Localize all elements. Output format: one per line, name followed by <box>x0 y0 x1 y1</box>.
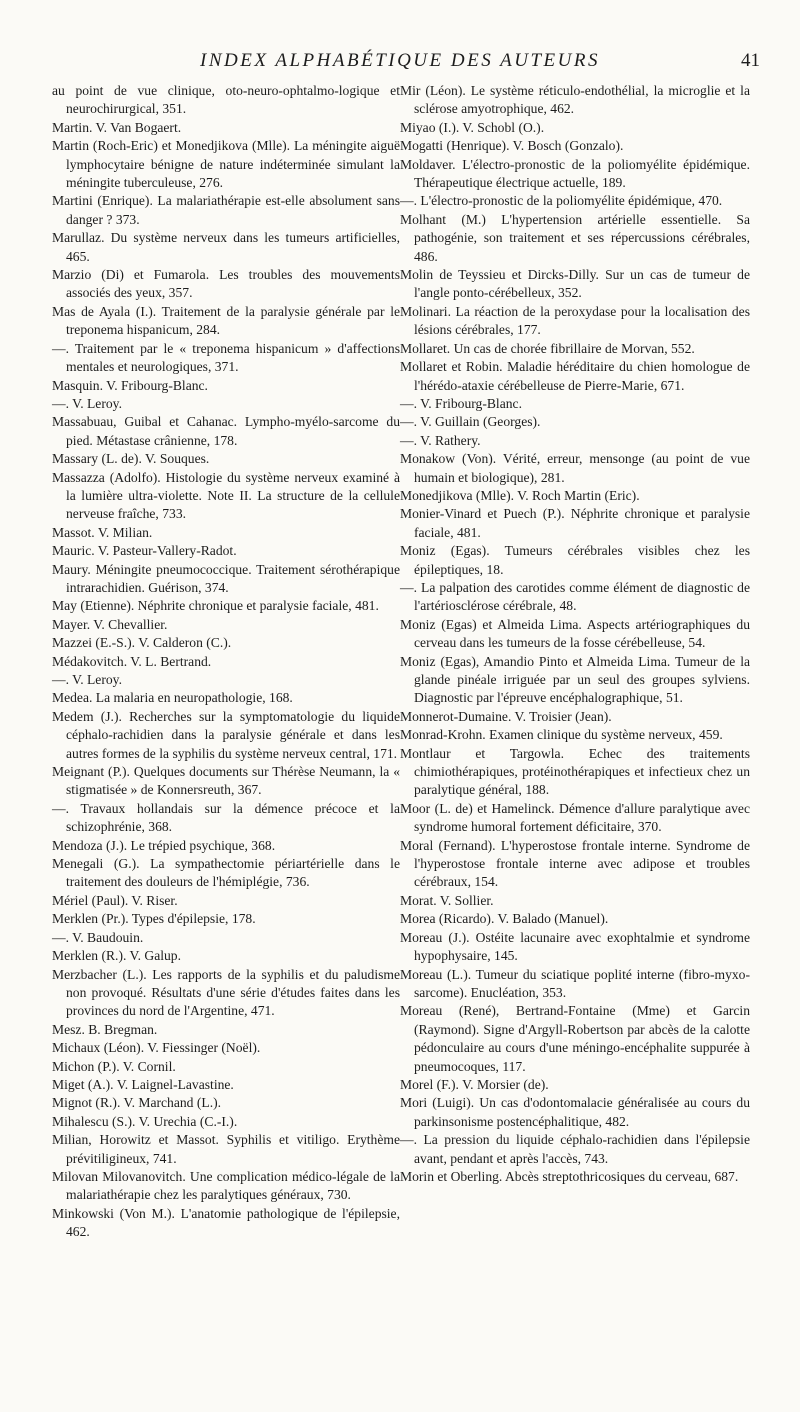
index-entry: Moniz (Egas). Tumeurs cérébrales visibles chez les épileptiques, 18. <box>400 543 750 577</box>
index-entry: Massary (L. de). V. Souques. <box>52 451 210 467</box>
index-entry: au point de vue clinique, oto-neuro-ophtalmo-logique et neurochirurgical, 351. <box>52 83 400 117</box>
index-entry: Martin (Roch-Eric) et Monedjikova (Mlle). La méningite aiguë lymphocytaire bénigne de nature indéterminée simulant la méningite tuberculeuse, 276. <box>52 138 400 191</box>
index-entry: Miyao (I.). V. Schobl (O.). <box>400 119 545 135</box>
index-entry: Mas de Ayala (I.). Traitement de la paralysie générale par le treponema hispanicum, 284. <box>52 303 400 338</box>
index-entry: Monnerot-Dumaine. V. Troisier (Jean). <box>400 708 612 724</box>
index-entry: Michaux (Léon). V. Fiessinger (Noël). <box>52 1040 261 1056</box>
right-column <box>400 82 750 1186</box>
index-entry: —. V. Baudouin. <box>52 929 144 945</box>
index-entry: Moniz (Egas) et Almeida Lima. Aspects artériographiques du cerveau dans les tumeurs de la fosse cérébelleuse, 54. <box>400 616 750 651</box>
index-entry: Monrad-Krohn. Examen clinique du système nerveux, 459. <box>400 727 723 743</box>
index-entry: Moreau (René), Bertrand-Fontaine (Mme) et Garcin (Raymond). Signe d'Argyll-Robertson par abcès de la calotte pédonculaire au cours d'une méningo-encéphalite suppurée à pneumocoques, 117. <box>400 1003 750 1074</box>
index-entry: Monier-Vinard et Puech (P.). Néphrite chronique et paralysie faciale, 481. <box>400 506 750 540</box>
page-number: 41 <box>741 50 760 71</box>
index-entry: —. La pression du liquide céphalo-rachidien dans l'épilepsie avant, pendant et après l'accès, 743. <box>400 1132 750 1166</box>
index-entry: Mir (Léon). Le système réticulo-endothélial, la microglie et la sclérose amyotrophique, 462. <box>400 83 750 117</box>
index-entry: Martini (Enrique). La malariathérapie est-elle absolument sans danger ? 373. <box>52 193 400 227</box>
index-entry: Mignot (R.). V. Marchand (L.). <box>52 1095 222 1111</box>
index-entry: Mériel (Paul). V. Riser. <box>52 892 178 908</box>
index-entry: Moniz (Egas), Amandio Pinto et Almeida Lima. Tumeur de la glande pinéale irriguée par un seul des groupes sylviens. Diagnostic par l'épreuve encéphalographique, 51. <box>400 653 750 706</box>
index-entry: Moor (L. de) et Hamelinck. Démence d'allure paralytique avec syndrome humoral fortement déficitaire, 370. <box>400 800 750 835</box>
index-entry: Martin. V. Van Bogaert. <box>52 119 182 135</box>
index-entry: Masquin. V. Fribourg-Blanc. <box>52 377 208 393</box>
index-entry: May (Etienne). Néphrite chronique et paralysie faciale, 481. <box>52 598 379 614</box>
index-entry: Milian, Horowitz et Massot. Syphilis et vitiligo. Erythème prévitiligineux, 741. <box>52 1132 400 1166</box>
index-entry: Montlaur et Targowla. Echec des traitements chimiothérapiques, protéinothérapiques et infectieux chez un paralytique général, 188. <box>400 745 750 798</box>
index-entry: Morat. V. Sollier. <box>400 892 494 908</box>
index-entry: Meignant (P.). Quelques documents sur Thérèse Neumann, la « stigmatisée » de Konnersreuth, 367. <box>52 764 400 798</box>
index-entry: Mollaret et Robin. Maladie héréditaire du chien homologue de l'hérédo-ataxie cérébelleuse de Pierre-Marie, 671. <box>400 359 750 393</box>
index-entry: Mori (Luigi). Un cas d'odontomalacie généralisée au cours du parkinsonisme postencéphalitique, 482. <box>400 1095 750 1129</box>
index-entry: Miget (A.). V. Laignel-Lavastine. <box>52 1076 234 1092</box>
index-entry: Michon (P.). V. Cornil. <box>52 1058 176 1074</box>
index-entry: Massabuau, Guibal et Cahanac. Lympho-myélo-sarcome du pied. Métastase crânienne, 178. <box>52 414 400 448</box>
index-entry: —. Traitement par le « treponema hispanicum » d'affections mentales et neurologiques, 371. <box>52 340 400 375</box>
index-entry: —. V. Fribourg-Blanc. <box>400 395 522 411</box>
index-entry: —. V. Guillain (Georges). <box>400 414 541 430</box>
index-entry: Monakow (Von). Vérité, erreur, mensonge (au point de vue humain et biologique), 281. <box>400 451 750 485</box>
index-entry: Molinari. La réaction de la peroxydase pour la localisation des lésions cérébrales, 177. <box>400 303 750 338</box>
index-entry: —. Travaux hollandais sur la démence précoce et la schizophrénie, 368. <box>52 800 400 835</box>
index-entry: Merklen (Pr.). Types d'épilepsie, 178. <box>52 911 256 927</box>
index-entry: Massot. V. Milian. <box>52 524 153 540</box>
index-entry: Moreau (L.). Tumeur du sciatique poplité interne (fibro-myxo-sarcome). Enucléation, 353. <box>400 966 750 1000</box>
index-entry: Marullaz. Du système nerveux dans les tumeurs artificielles, 465. <box>52 230 400 264</box>
index-entry: Maury. Méningite pneumococcique. Traitement sérothérapique intrarachidien. Guérison, 374. <box>52 561 400 595</box>
index-entry: Morea (Ricardo). V. Balado (Manuel). <box>400 911 609 927</box>
index-entry: Mayer. V. Chevallier. <box>52 616 168 632</box>
index-entry: Medem (J.). Recherches sur la symptomatologie du liquide céphalo-rachidien dans la paralysie générale et dans les autres formes de la syphilis du système nerveux central, 171. <box>52 708 400 761</box>
index-entry: Mollaret. Un cas de chorée fibrillaire de Morvan, 552. <box>400 340 695 356</box>
index-entry: Minkowski (Von M.). L'anatomie pathologique de l'épilepsie, 462. <box>52 1205 400 1240</box>
index-entry: —. V. Rathery. <box>400 432 481 448</box>
index-entry: —. V. Leroy. <box>52 395 122 411</box>
index-entry: —. L'électro-pronostic de la poliomyélite épidémique, 470. <box>400 193 723 209</box>
index-entry: Médakovitch. V. L. Bertrand. <box>52 653 212 669</box>
index-entry: Mauric. V. Pasteur-Vallery-Radot. <box>52 543 237 559</box>
page-header <box>40 48 760 78</box>
index-entry: Morin et Oberling. Abcès streptothricosiques du cerveau, 687. <box>400 1168 739 1184</box>
left-column <box>52 82 400 1242</box>
index-entry: —. V. Leroy. <box>52 672 122 687</box>
index-entry: Marzio (Di) et Fumarola. Les troubles des mouvements associés des yeux, 357. <box>52 267 400 301</box>
index-entry: Mendoza (J.). Le trépied psychique, 368. <box>52 837 276 853</box>
index-entry: Moreau (J.). Ostéite lacunaire avec exophtalmie et syndrome hypophysaire, 145. <box>400 929 750 964</box>
index-entry: Molhant (M.) L'hypertension artérielle essentielle. Sa pathogénie, son traitement et ses répercussions cérébrales, 486. <box>400 211 750 264</box>
index-entry: Mogatti (Henrique). V. Bosch (Gonzalo). <box>400 138 624 154</box>
index-entry: Mihalescu (S.). V. Urechia (C.-I.). <box>52 1113 238 1129</box>
index-entry: Mesz. B. Bregman. <box>52 1021 158 1037</box>
index-entry: Merklen (R.). V. Galup. <box>52 948 182 964</box>
index-entry: Mazzei (E.-S.). V. Calderon (C.). <box>52 635 232 651</box>
index-entry: Monedjikova (Mlle). V. Roch Martin (Eric). <box>400 487 640 503</box>
index-entry: Milovan Milovanovitch. Une complication médico-légale de la malariathérapie chez les paralytiques généraux, 730. <box>52 1168 400 1203</box>
page-title: INDEX ALPHABÉTIQUE DES AUTEURS <box>200 50 600 71</box>
index-entry: Moral (Fernand). L'hyperostose frontale interne. Syndrome de l'hyperostose frontale interne avec adipose et troubles cérébraux, 154. <box>400 837 750 890</box>
index-entry: Merzbacher (L.). Les rapports de la syphilis et du paludisme non provoqué. Résultats d'une série d'études faites dans les provinces du nord de l'Argentine, 471. <box>52 966 400 1019</box>
index-entry: Massazza (Adolfo). Histologie du système nerveux examiné à la lumière ultra-violette. Note II. La structure de la cellule nerveuse fraîche, 733. <box>52 469 400 522</box>
index-entry: Morel (F.). V. Morsier (de). <box>400 1076 549 1092</box>
index-entry: Menegali (G.). La sympathectomie périartérielle dans le traitement des douleurs de l'hémiplégie, 736. <box>52 856 400 890</box>
index-entry: Molin de Teyssieu et Dircks-Dilly. Sur un cas de tumeur de l'angle ponto-cérébelleux, 352. <box>400 267 750 301</box>
index-entry: Medea. La malaria en neuropathologie, 168. <box>52 690 293 706</box>
index-entry: —. La palpation des carotides comme élément de diagnostic de l'artériosclérose cérébrale, 48. <box>400 579 750 614</box>
index-entry: Moldaver. L'électro-pronostic de la poliomyélite épidémique. Thérapeutique électrique actuelle, 189. <box>400 156 750 191</box>
